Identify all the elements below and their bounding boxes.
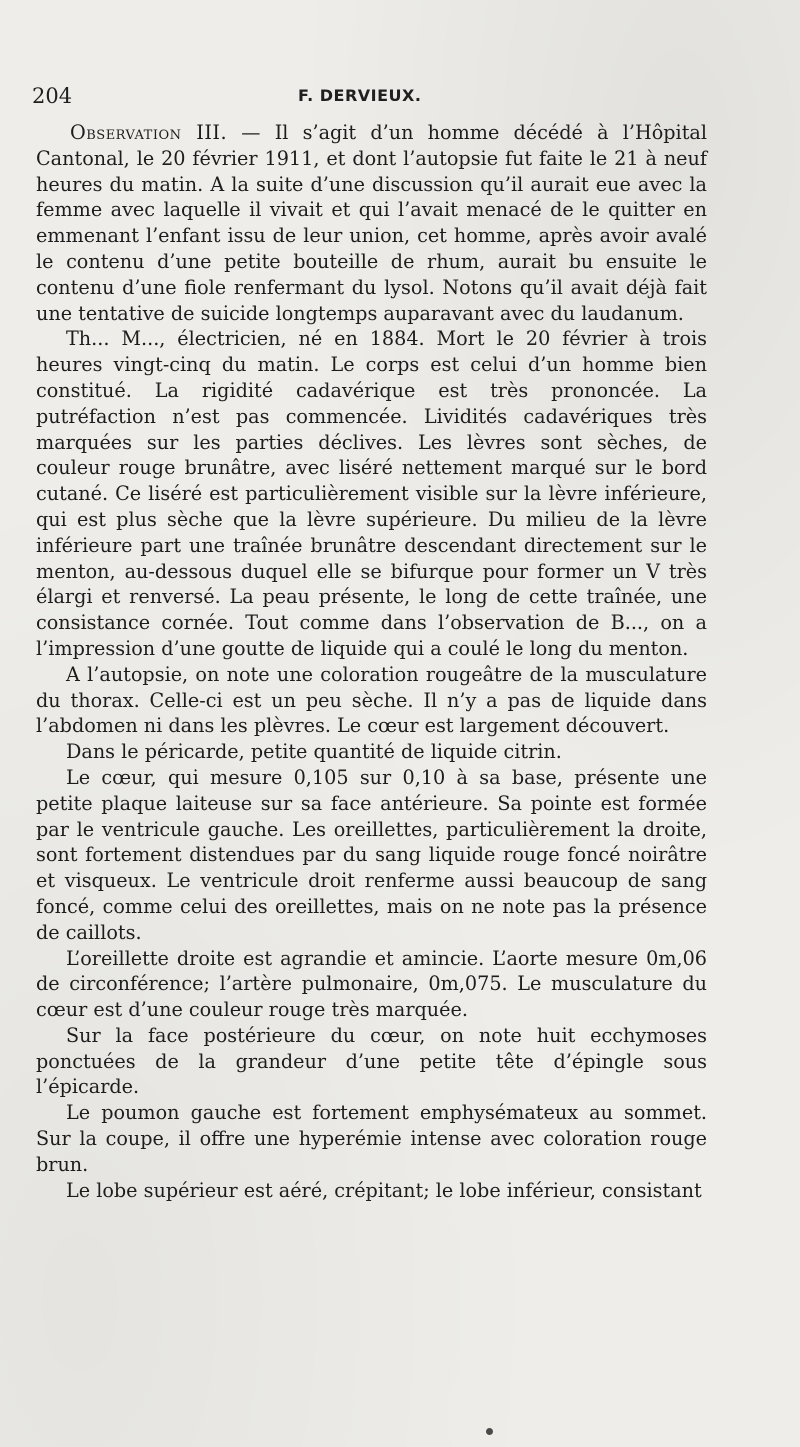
page-header <box>32 84 752 114</box>
observation-heading: Observation III. <box>70 121 228 144</box>
paragraph: Dans le péricarde, petite quantité de liquide citrin. <box>66 740 562 764</box>
paragraph: Th... M..., électricien, né en 1884. Mort le 20 février à trois heures vingt-cinq du matin. Le corps est celui d’un homme bien constitué. La rigidité cadavérique est très prononcée. La putréfaction n’est pas commencée. Lividités cadavériques très marquées sur les parties déclives. Les lèvres sont sèches, de couleur rouge brunâtre, avec liséré nettement marqué sur le bord cutané. Ce liséré est particulièrement visible sur la lèvre inférieure, qui est plus sèche que la lèvre supérieure. Du milieu de la lèvre inférieure part une traînée brunâtre descendant directement sur le menton, au-dessous duquel elle se bifurque pour former un V très élargi et renversé. La peau présente, le long de cette traînée, une consistance cornée. Tout comme dans l’observation de B..., on a l’impression d’une goutte de liquide qui a coulé le long du menton. <box>36 327 707 660</box>
paragraph-text: — Il s’agit d’un homme décédé à l’Hôpital Cantonal, le 20 février 1911, et dont l’autopsie fut faite le 21 à neuf heures du matin. A la suite d’une discussion qu’il aurait eue avec la femme avec laquelle il vivait et qui l’avait menacé de le quitter en emmenant l’enfant issu de leur union, cet homme, après avoir avalé le contenu d’une petite bouteille de rhum, aurait bu ensuite le contenu d’une fiole renfermant du lysol. Notons qu’il avait déjà fait une tentative de suicide longtemps auparavant avec du laudanum. <box>36 121 707 325</box>
body-text <box>36 120 707 1203</box>
paragraph: Le poumon gauche est fortement emphysémateux au sommet. Sur la coupe, il offre une hyperémie intense avec coloration rouge brun. <box>36 1101 707 1176</box>
paragraph <box>36 120 707 326</box>
paragraph: A l’autopsie, on note une coloration rougeâtre de la musculature du thorax. Celle-ci est un peu sèche. Il n’y a pas de liquide dans l’abdomen ni dans les plèvres. Le cœur est largement découvert. <box>36 662 707 738</box>
paragraph: Sur la face postérieure du cœur, on note huit ecchymoses ponctuées de la grandeur d’une petite tête d’épingle sous l’épicarde. <box>36 1023 707 1099</box>
ink-speck <box>486 1428 493 1435</box>
paragraph: Le cœur, qui mesure 0,105 sur 0,10 à sa base, présente une petite plaque laiteuse sur sa face antérieure. Sa pointe est formée par le ventricule gauche. Les oreillettes, particulièrement la droite, sont fortement distendues par du sang liquide rouge foncé noirâtre et visqueux. Le ventricule droit renferme aussi beaucoup de sang foncé, comme celui des oreillettes, mais on ne note pas la présence de caillots. <box>36 765 707 944</box>
running-head: F. DERVIEUX. <box>298 86 422 105</box>
paragraph: L’oreillette droite est agrandie et amincie. L’aorte mesure 0m,06 de circonférence; l’artère pulmonaire, 0m,075. Le musculature du cœur est d’une couleur rouge très marquée. <box>36 946 707 1022</box>
page-number: 204 <box>32 84 73 108</box>
paragraph: Le lobe supérieur est aéré, crépitant; le lobe inférieur, consistant <box>66 1178 702 1202</box>
